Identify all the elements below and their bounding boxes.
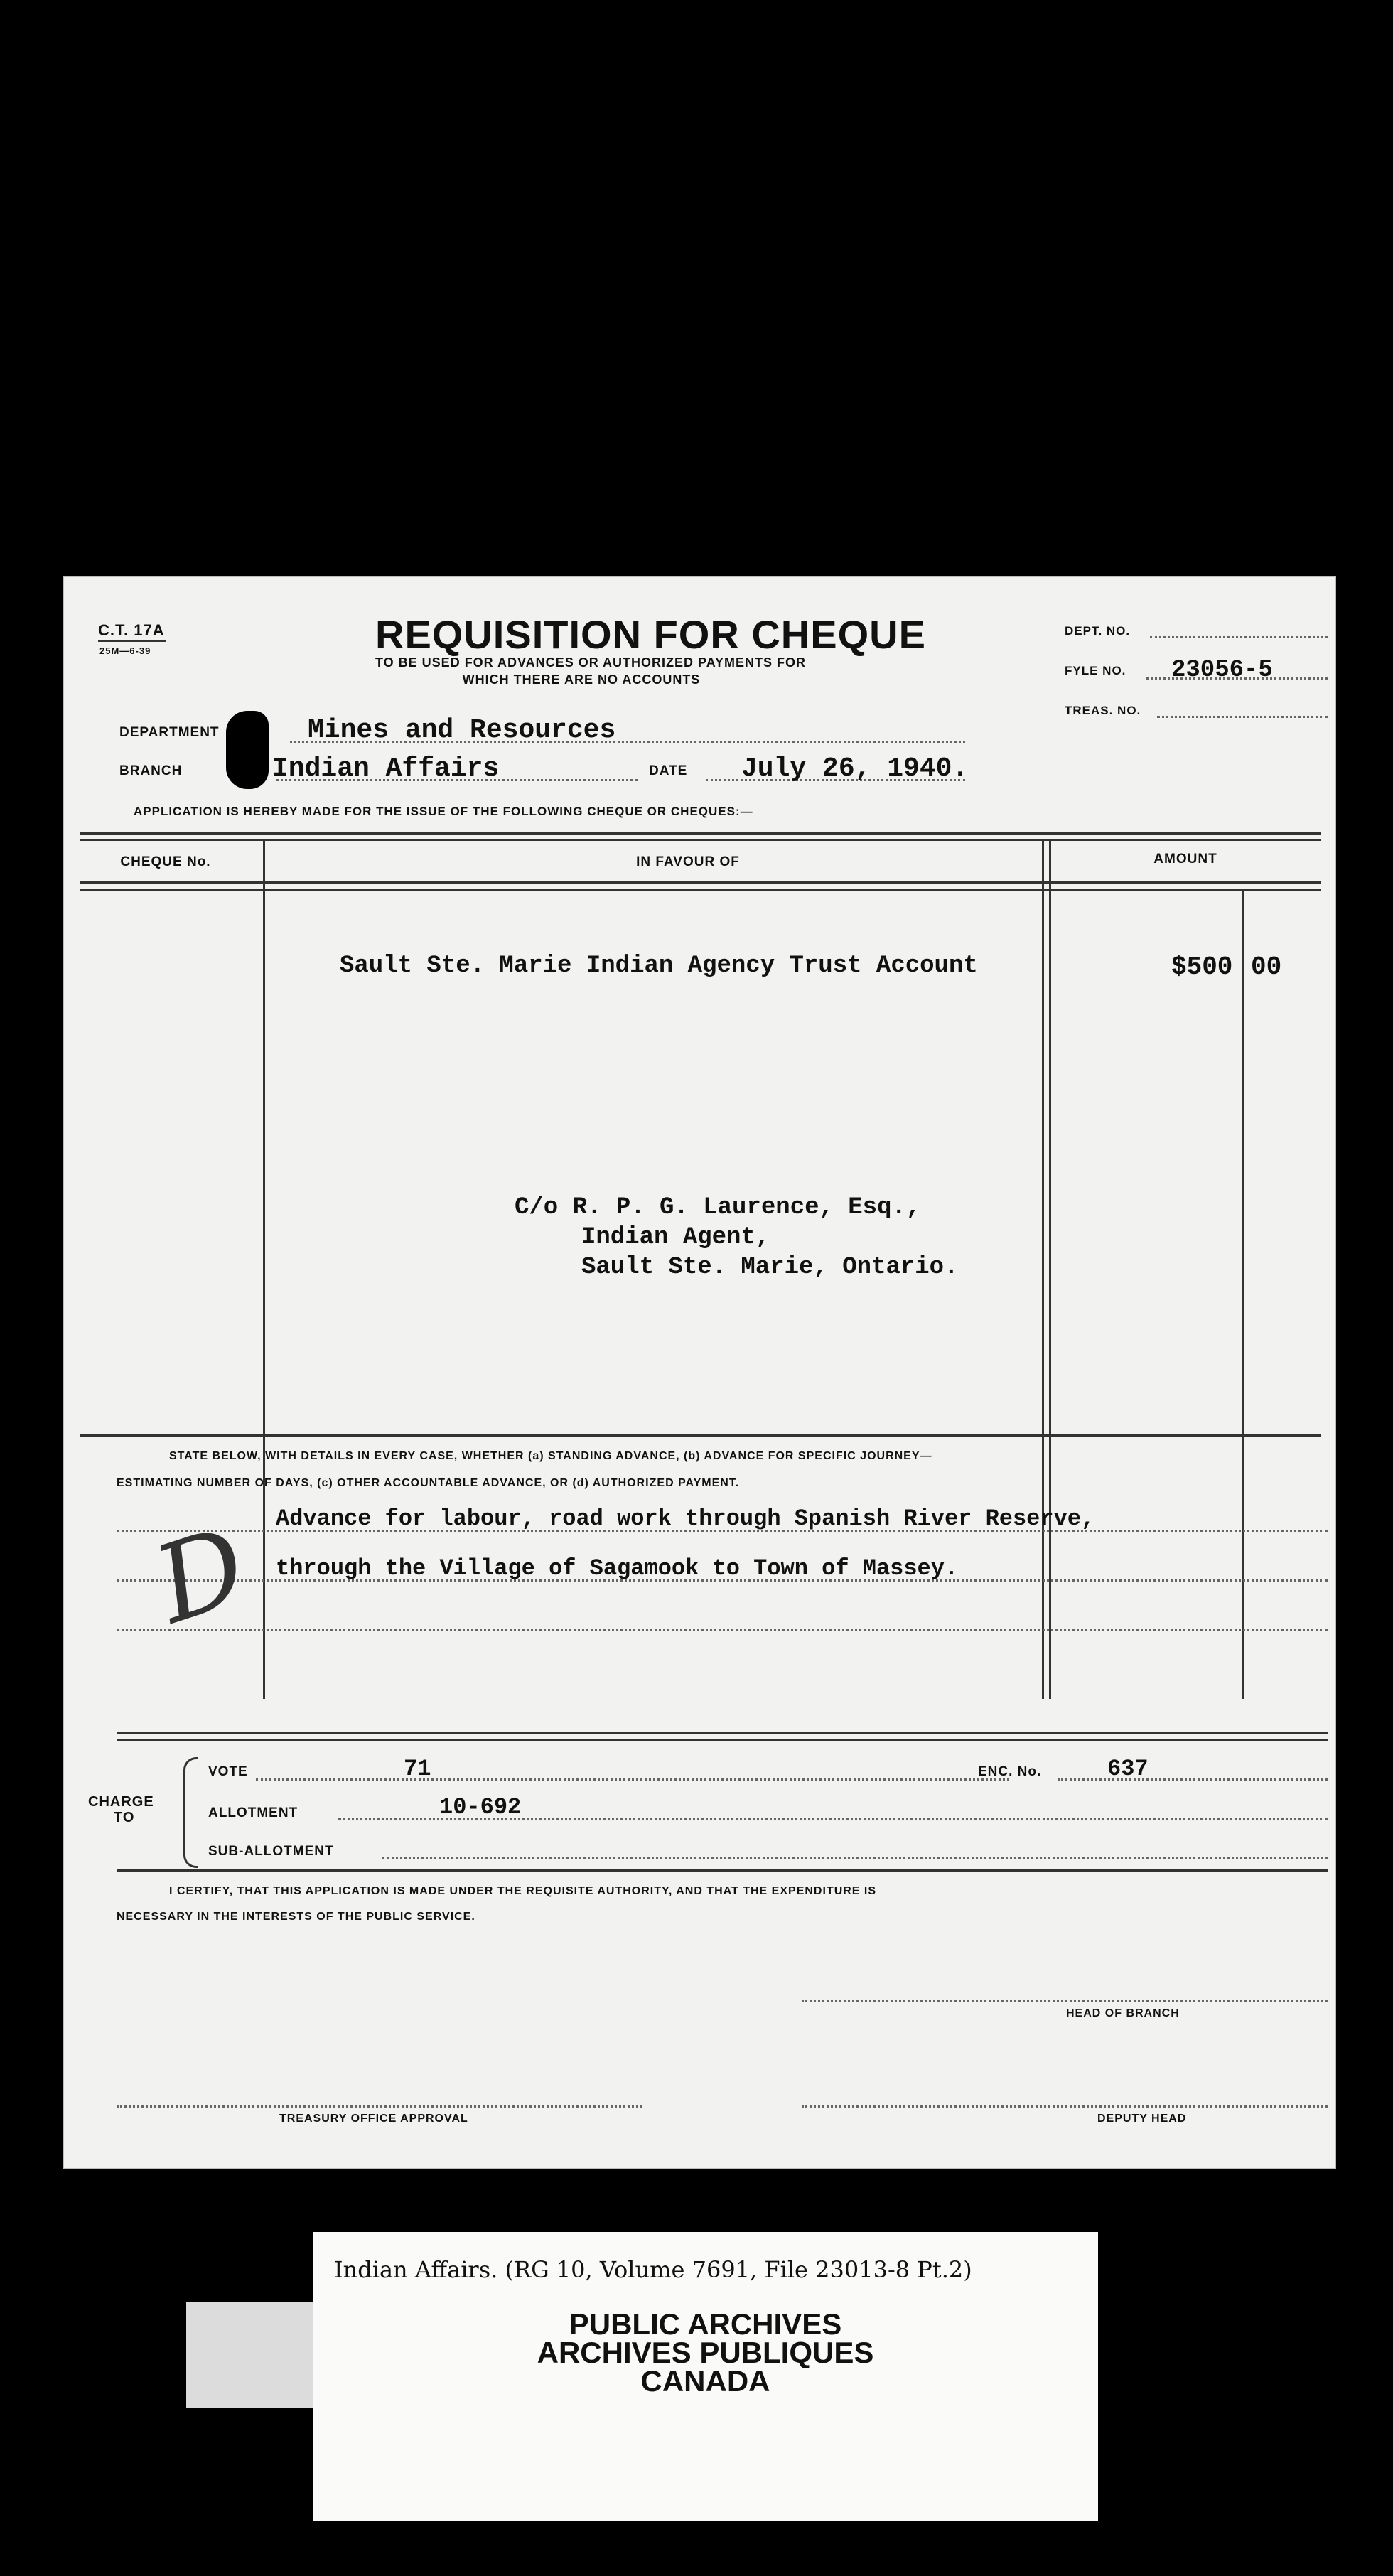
treasury-approval: TREASURY OFFICE APPROVAL — [279, 2113, 468, 2125]
allotment-label: ALLOTMENT — [208, 1805, 298, 1820]
sub-allotment-line — [382, 1857, 1328, 1859]
form-code-rule — [98, 640, 166, 642]
fyle-no-value: 23056-5 — [1171, 657, 1273, 684]
rule — [117, 1732, 1328, 1734]
col-divider — [1049, 839, 1051, 1699]
branch-label: BRANCH — [119, 763, 183, 778]
col-cheque-header: CHEQUE No. — [120, 854, 211, 869]
date-value: July 26, 1940. — [741, 753, 969, 784]
archive-stamp-line-3: CANADA — [640, 2364, 770, 2398]
treasury-signature-line — [117, 2105, 642, 2108]
form-code: C.T. 17A — [98, 621, 165, 639]
deputy-signature-line — [802, 2105, 1328, 2108]
archive-label — [313, 2232, 1098, 2521]
rule — [117, 1739, 1328, 1741]
handwritten-initial: D — [141, 1503, 262, 1648]
fyle-no-label: FYLE NO. — [1065, 664, 1126, 677]
certify-line-2: NECESSARY IN THE INTERESTS OF THE PUBLIC SERVICE. — [117, 1911, 475, 1923]
to-label: TO — [114, 1810, 135, 1825]
care-of-line-1: C/o R. P. G. Laurence, Esq., — [515, 1194, 921, 1221]
rule — [80, 832, 1321, 835]
rule — [117, 1869, 1328, 1872]
dept-no-label: DEPT. NO. — [1065, 624, 1131, 638]
amount-dollars: $500 — [1171, 952, 1233, 982]
archive-stamp-line-1: PUBLIC ARCHIVES — [569, 2307, 842, 2341]
enc-value: 637 — [1107, 1756, 1149, 1782]
date-label: DATE — [649, 763, 688, 778]
purpose-line-1: Advance for labour, road work through Spanish River Reserve, — [276, 1506, 1095, 1532]
col-favour-header: IN FAVOUR OF — [636, 854, 740, 869]
vote-label: VOTE — [208, 1764, 248, 1779]
allotment-value: 10-692 — [439, 1794, 522, 1820]
purpose-line — [117, 1629, 1328, 1631]
archive-stamp-line-2: ARCHIVES PUBLIQUES — [537, 2336, 874, 2369]
application-text: APPLICATION IS HEREBY MADE FOR THE ISSUE OF THE FOLLOWING CHEQUE OR CHEQUES:— — [134, 805, 753, 818]
payee: Sault Ste. Marie Indian Agency Trust Account — [340, 952, 978, 980]
instructions-line-1: STATE BELOW, WITH DETAILS IN EVERY CASE, WHETHER (a) STANDING ADVANCE, (b) ADVANCE FOR SPECIFIC JOURNEY— — [169, 1450, 932, 1462]
rule — [80, 889, 1321, 891]
requisition-form — [63, 576, 1336, 2169]
charge-label: CHARGE — [88, 1794, 154, 1810]
vote-line — [256, 1778, 1009, 1781]
vote-value: 71 — [404, 1756, 431, 1782]
sub-allotment-label: SUB-ALLOTMENT — [208, 1844, 334, 1859]
purpose-line-2: through the Village of Sagamook to Town of Massey. — [276, 1555, 959, 1582]
branch-value: Indian Affairs — [272, 753, 500, 784]
col-divider — [1042, 839, 1044, 1699]
rule — [80, 881, 1321, 884]
treas-no-line — [1157, 716, 1328, 718]
department-value: Mines and Resources — [308, 715, 616, 746]
care-of-line-3: Sault Ste. Marie, Ontario. — [581, 1254, 959, 1281]
deputy-head: DEPUTY HEAD — [1097, 2113, 1187, 2125]
head-signature-line — [802, 2000, 1328, 2002]
col-amount-header: AMOUNT — [1153, 852, 1217, 866]
tape-blot — [226, 711, 269, 789]
col-divider — [263, 839, 265, 1699]
form-subtitle-1: TO BE USED FOR ADVANCES OR AUTHORIZED PAYMENTS FOR — [375, 655, 807, 670]
head-of-branch: HEAD OF BRANCH — [1066, 2007, 1180, 2019]
rule — [80, 839, 1321, 841]
charge-brace — [183, 1757, 198, 1868]
form-subtitle-2: WHICH THERE ARE NO ACCOUNTS — [462, 672, 701, 687]
print-code: 25M—6-39 — [100, 645, 151, 656]
amount-cents: 00 — [1251, 952, 1282, 982]
care-of-line-2: Indian Agent, — [581, 1224, 770, 1251]
form-title: REQUISITION FOR CHEQUE — [375, 612, 926, 657]
enc-label: ENC. No. — [978, 1764, 1042, 1779]
enc-line — [1058, 1778, 1328, 1781]
certify-line-1: I CERTIFY, THAT THIS APPLICATION IS MADE UNDER THE REQUISITE AUTHORITY, AND THAT THE EXPENDITURE IS — [169, 1885, 877, 1897]
cents-divider — [1242, 889, 1244, 1699]
rule — [80, 1434, 1321, 1437]
dept-no-line — [1150, 636, 1328, 638]
archive-reference: Indian Affairs. (RG 10, Volume 7691, File 23013-8 Pt.2) — [334, 2256, 972, 2283]
department-label: DEPARTMENT — [119, 725, 220, 740]
instructions-line-2: ESTIMATING NUMBER OF DAYS, (c) OTHER ACCOUNTABLE ADVANCE, OR (d) AUTHORIZED PAYMENT. — [117, 1477, 740, 1489]
treas-no-label: TREAS. NO. — [1065, 704, 1141, 717]
